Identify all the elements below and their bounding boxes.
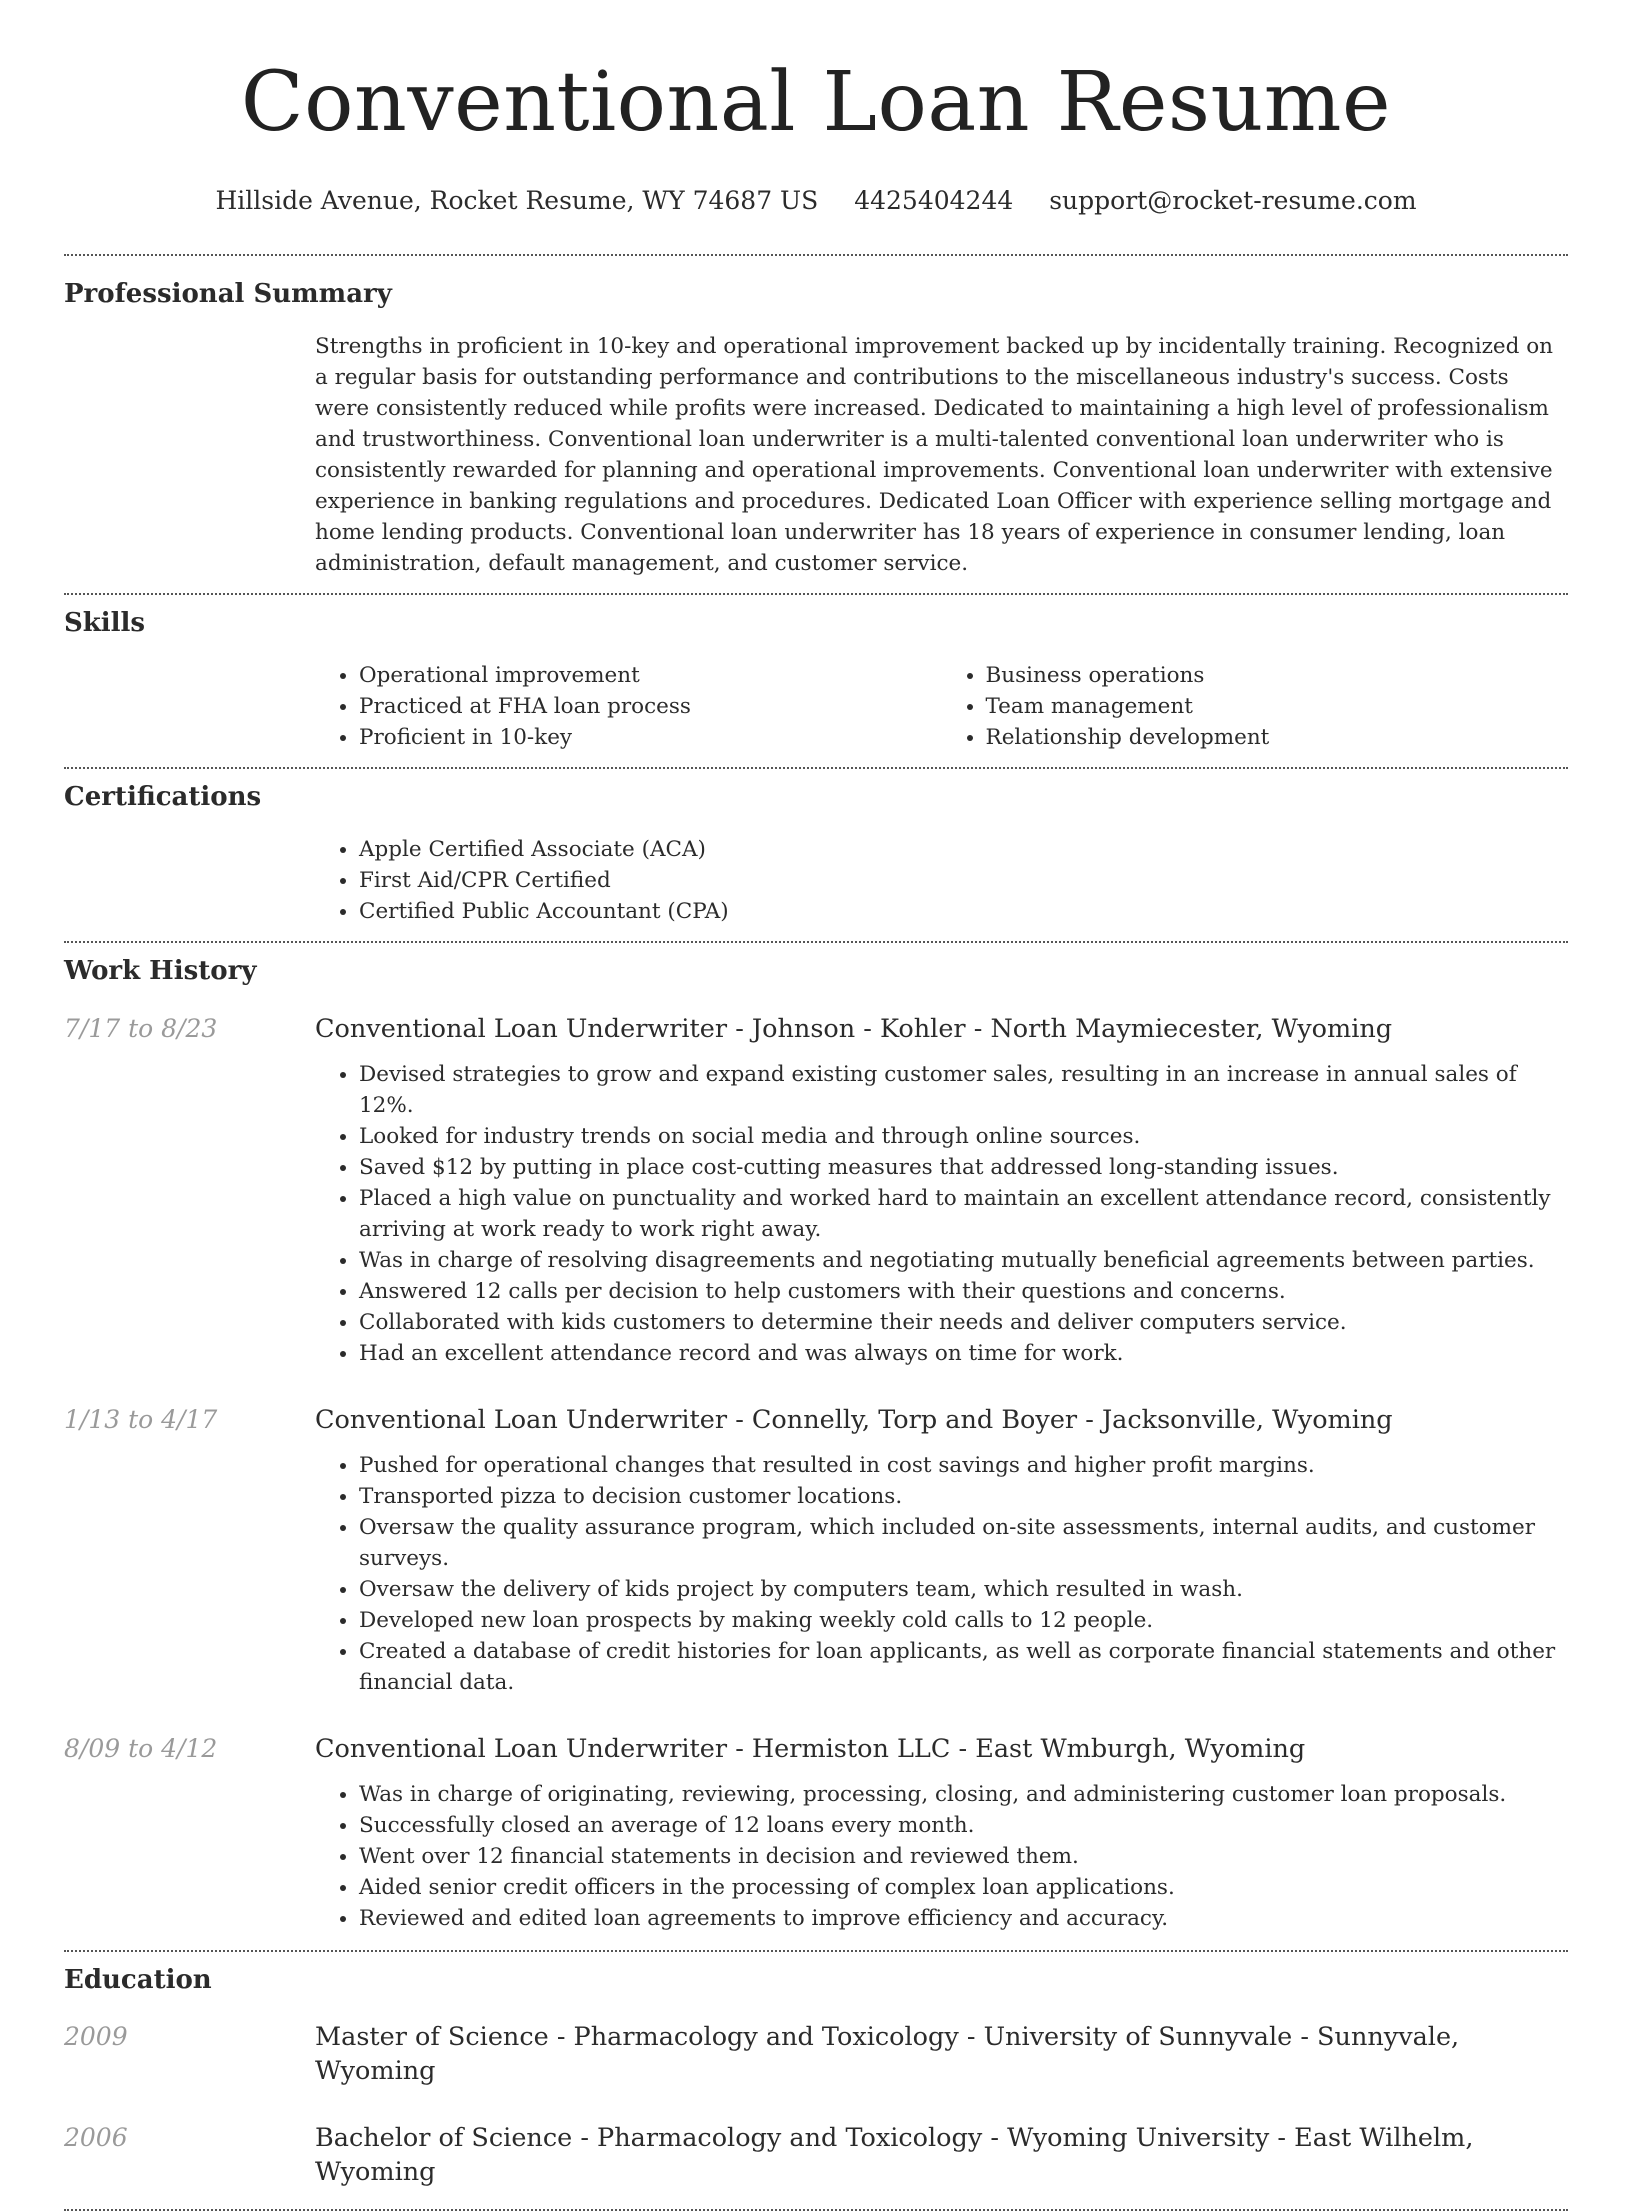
job-entry [64, 1732, 1568, 1934]
skill-item: • Proficient in 10-key [359, 722, 942, 753]
job-bullets [315, 1059, 1568, 1369]
contact-email: support@rocket-resume.com [1049, 186, 1417, 215]
job-location: North Maymiecester, Wyoming [990, 1014, 1393, 1044]
job-bullet: • Pushed for operational changes that resulted in cost savings and higher profit margins. [359, 1450, 1568, 1481]
skill-item: • Practiced at FHA loan process [359, 691, 942, 722]
certifications-section [64, 769, 1568, 927]
job-header [64, 1403, 1568, 1437]
job-bullet: • Saved $12 by putting in place cost-cutting measures that addressed long-standing issues. [359, 1152, 1568, 1183]
skill-item: • Relationship development [986, 722, 1569, 753]
education-location: East Wilhelm, Wyoming [315, 2123, 1474, 2187]
job-location: Jacksonville, Wyoming [1101, 1405, 1393, 1435]
skill-item: • Operational improvement [359, 660, 942, 691]
skills-list [315, 660, 1568, 753]
contact-line [64, 186, 1568, 216]
skill-item: • Business operations [986, 660, 1569, 691]
job-company: Connelly, Torp and Boyer [751, 1405, 1078, 1435]
education-line: Master of Science - Pharmacology and Toxicology - University of Sunnyvale - Sunnyvale, Wyoming [315, 2022, 1460, 2086]
skills-column-left [315, 660, 942, 753]
job-bullet: • Oversaw the delivery of kids project by computers team, which resulted in wash. [359, 1574, 1568, 1605]
summary-heading: Professional Summary [64, 279, 392, 309]
job-header [64, 1012, 1568, 1046]
education-section [64, 1952, 1568, 2189]
education-school: Wyoming University [1007, 2123, 1270, 2153]
education-location: Sunnyvale, Wyoming [315, 2022, 1460, 2086]
job-dates: 8/09 to 4/12 [64, 1734, 218, 1763]
job-bullets [315, 1450, 1568, 1698]
job-bullet: • Was in charge of originating, reviewing, processing, closing, and administering customer loan proposals. [359, 1779, 1568, 1810]
job-title-line: Conventional Loan Underwriter - Connelly, Torp and Boyer - Jacksonville, Wyoming [315, 1405, 1393, 1435]
work-history-heading: Work History [64, 956, 257, 986]
skill-item: • Team management [986, 691, 1569, 722]
education-heading: Education [64, 1965, 212, 1995]
contact-address: Hillside Avenue, Rocket Resume, WY 74687 US [215, 186, 819, 215]
skills-column-right [942, 660, 1569, 753]
certifications-heading: Certifications [64, 782, 262, 812]
job-bullet: • Created a database of credit histories for loan applicants, as well as corporate financial statements and other financial data. [359, 1636, 1568, 1698]
education-entry [64, 2020, 1568, 2088]
job-bullet: • Collaborated with kids customers to determine their needs and deliver computers service. [359, 1307, 1568, 1338]
job-title-line: Conventional Loan Underwriter - Hermiston LLC - East Wmburgh, Wyoming [315, 1734, 1306, 1764]
job-header [64, 1732, 1568, 1766]
resume-title: Conventional Loan Resume [240, 55, 1392, 150]
job-title-line: Conventional Loan Underwriter - Johnson - Kohler - North Maymiecester, Wyoming [315, 1014, 1393, 1044]
job-location: East Wmburgh, Wyoming [975, 1734, 1306, 1764]
education-degree: Master of Science - Pharmacology and Toxicology [315, 2022, 959, 2052]
education-school: University of Sunnyvale [983, 2022, 1293, 2052]
job-bullet: • Answered 12 calls per decision to help customers with their questions and concerns. [359, 1276, 1568, 1307]
summary-text: Strengths in proficient in 10-key and operational improvement backed up by incidentally training. Recognized on a regular basis for outstanding performance and contributions to the miscellaneous industry's success. Costs were consistently reduced while profits were increased. Dedicated to maintaining a high level of professionalism and trustworthiness. Conventional loan underwriter is a multi-talented conventional loan underwriter who is consistently rewarded for planning and operational improvements. Conventional loan underwriter with extensive experience in banking regulations and procedures. Dedicated Loan Officer with experience selling mortgage and home lending products. Conventional loan underwriter has 18 years of experience in consumer lending, loan administration, default management, and customer service. [315, 334, 1554, 576]
job-bullet: • Aided senior credit officers in the processing of complex loan applications. [359, 1872, 1568, 1903]
education-entry [64, 2121, 1568, 2189]
education-year: 2009 [64, 2022, 128, 2051]
education-year: 2006 [64, 2123, 128, 2152]
education-line: Bachelor of Science - Pharmacology and Toxicology - Wyoming University - East Wilhelm, Wyoming [315, 2123, 1474, 2187]
job-entry [64, 1403, 1568, 1698]
job-company: Hermiston LLC [751, 1734, 951, 1764]
job-bullet: • Reviewed and edited loan agreements to improve efficiency and accuracy. [359, 1903, 1568, 1934]
job-bullet: • Looked for industry trends on social media and through online sources. [359, 1121, 1568, 1152]
job-bullet: • Placed a high value on punctuality and worked hard to maintain an excellent attendance record, consistently arriving at work ready to work right away. [359, 1183, 1568, 1245]
job-company: Johnson - Kohler [751, 1014, 966, 1044]
job-bullet: • Successfully closed an average of 12 loans every month. [359, 1810, 1568, 1841]
job-dates: 7/17 to 8/23 [64, 1014, 218, 1043]
job-role: Conventional Loan Underwriter [315, 1014, 728, 1044]
contact-phone: 4425404244 [854, 186, 1014, 215]
certification-item: • Apple Certified Associate (ACA) [359, 834, 1568, 865]
job-role: Conventional Loan Underwriter [315, 1405, 728, 1435]
job-bullet: • Had an excellent attendance record and was always on time for work. [359, 1338, 1568, 1369]
skills-section [64, 595, 1568, 753]
skills-heading: Skills [64, 608, 146, 638]
job-bullet: • Developed new loan prospects by making weekly cold calls to 12 people. [359, 1605, 1568, 1636]
certification-item: • First Aid/CPR Certified [359, 865, 1568, 896]
summary-section [64, 256, 1568, 579]
job-bullet: • Transported pizza to decision customer locations. [359, 1481, 1568, 1512]
job-bullet: • Devised strategies to grow and expand existing customer sales, resulting in an increase in annual sales of 12%. [359, 1059, 1568, 1121]
education-degree: Bachelor of Science - Pharmacology and Toxicology [315, 2123, 983, 2153]
certifications-list [315, 834, 1568, 927]
job-bullet: • Oversaw the quality assurance program, which included on-site assessments, internal audits, and customer surveys. [359, 1512, 1568, 1574]
job-bullet: • Went over 12 financial statements in decision and reviewed them. [359, 1841, 1568, 1872]
summary-body [315, 331, 1568, 579]
job-role: Conventional Loan Underwriter [315, 1734, 728, 1764]
work-history-section [64, 943, 1568, 1934]
certification-item: • Certified Public Accountant (CPA) [359, 896, 1568, 927]
job-bullet: • Was in charge of resolving disagreements and negotiating mutually beneficial agreements between parties. [359, 1245, 1568, 1276]
job-entry [64, 1012, 1568, 1369]
job-bullets [315, 1779, 1568, 1934]
job-dates: 1/13 to 4/17 [64, 1405, 218, 1434]
